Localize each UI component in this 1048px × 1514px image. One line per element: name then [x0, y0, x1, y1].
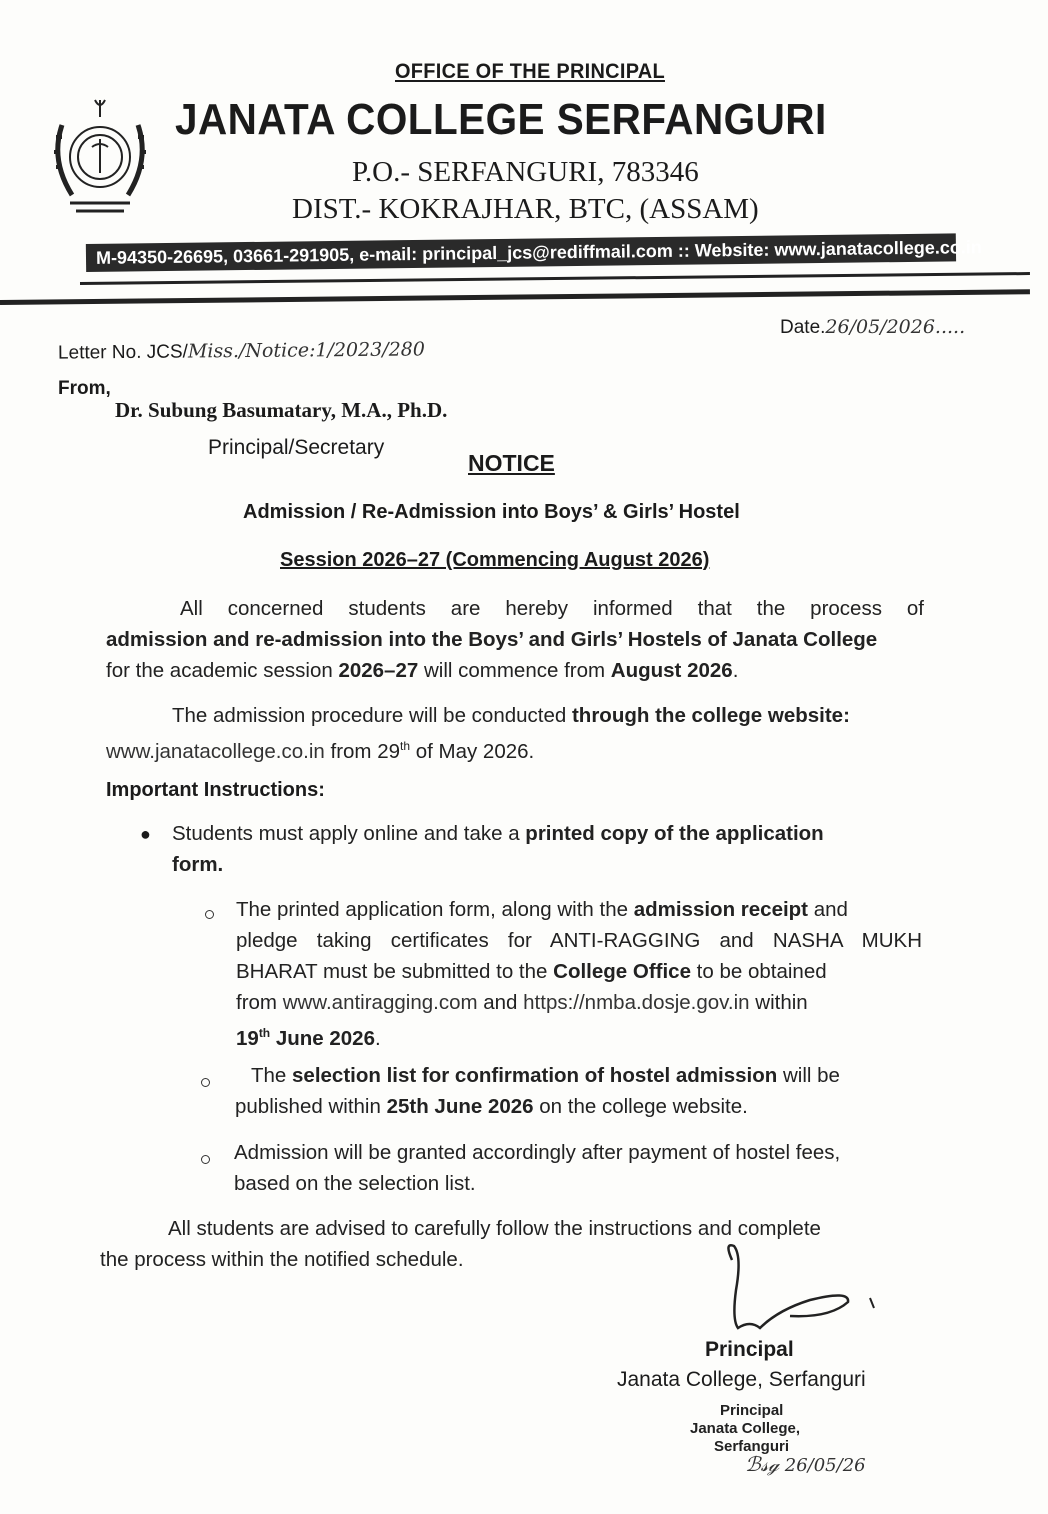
signature-org: Janata College, Serfanguri: [617, 1368, 866, 1391]
s3-line-1: Admission will be granted accordingly after payment of hostel fees,: [234, 1141, 841, 1164]
p1-month: August 2026: [610, 659, 733, 682]
college-name: JANATA COLLEGE SERFANGURI: [175, 95, 827, 144]
s1-line-1: [236, 894, 922, 925]
date-value: 26/05/2026.....: [825, 316, 966, 338]
initials: ℬ𝓈ℊ: [745, 1452, 780, 1476]
antiragging-link[interactable]: www.antiragging.com: [282, 991, 478, 1014]
s1-text-7: within: [749, 991, 808, 1014]
address-line-2: DIST.- KOKRAJHAR, BTC, (ASSAM): [292, 193, 759, 225]
letter-number-label: Letter No. JCS/: [57, 341, 188, 364]
p2-text: The admission procedure will be conducted: [172, 704, 572, 727]
p2-bold: through the college website:: [571, 704, 850, 727]
s2-text-4: on the college website.: [533, 1095, 748, 1118]
p1-period: .: [732, 659, 739, 682]
s1-text: The printed application form, along with the: [236, 898, 634, 921]
sub-bullet-circle: [201, 1078, 210, 1087]
sub-bullet-circle: [201, 1155, 210, 1164]
bullet-dot: ●: [140, 824, 151, 844]
p1-line-3: [106, 655, 924, 686]
s1-line-3: [236, 956, 922, 987]
closing-line-1: All students are advised to carefully follow the instructions and complete: [168, 1217, 821, 1240]
sub-bullet-2: [235, 1060, 925, 1122]
letter-number-value: Miss./Notice:1/2023/280: [187, 338, 426, 363]
signature-title: Principal: [705, 1338, 794, 1361]
s1-text-3: BHARAT must be submitted to the: [236, 960, 554, 983]
s1-text-5: from: [236, 991, 283, 1014]
b1-line-1: [172, 818, 932, 849]
paragraph-1: [106, 593, 924, 686]
p1-text: for the academic session: [106, 659, 339, 682]
p2-text-3: of May 2026.: [410, 739, 535, 763]
date-label: Date.: [780, 317, 826, 338]
s1-line-5: [236, 1018, 922, 1054]
s1-bold: admission receipt: [633, 898, 809, 921]
stamp-line-3: Serfanguri: [714, 1438, 790, 1455]
s2-text: The: [251, 1064, 293, 1087]
stamp-line-2: Janata College,: [690, 1420, 801, 1437]
s1-day: 19: [236, 1026, 259, 1050]
p1-line-2: admission and re-admission into the Boys’ and Girls’ Hostels of Janata College: [106, 628, 878, 651]
s2-text-2: will be: [777, 1064, 840, 1087]
letter-number: [58, 338, 425, 364]
closing-line-2: the process within the notified schedule.: [100, 1248, 464, 1271]
sub-bullet-1: [236, 894, 922, 1054]
s2-line-1: [235, 1060, 925, 1091]
notice-heading: NOTICE: [468, 450, 555, 476]
nmba-link[interactable]: https://nmba.dosje.gov.in: [523, 991, 750, 1014]
s1-text-4: to be obtained: [690, 960, 827, 983]
s1-text-6: and: [477, 991, 524, 1014]
bullet-1: [172, 818, 932, 880]
address-line-1: P.O.- SERFANGURI, 783346: [352, 156, 699, 188]
b1-bold: printed copy of the application: [525, 822, 824, 845]
sender-name: Dr. Subung Basumatary, M.A., Ph.D.: [115, 398, 448, 422]
letter-date: [780, 316, 965, 339]
notice-session: Session 2026–27 (Commencing August 2026): [280, 549, 710, 571]
college-seal-logo: [40, 95, 160, 230]
from-label: From,: [58, 378, 111, 399]
s2-bold: selection list for confirmation of hostel admission: [292, 1064, 778, 1087]
b1-text: Students must apply online and take a: [172, 822, 526, 845]
p1-line-1: All concerned students are hereby informed that the process of: [180, 597, 924, 620]
s2-line-2: [235, 1091, 925, 1122]
p2-sup: th: [400, 739, 411, 753]
s1-line-4: [236, 987, 922, 1018]
p2-text-2: from 29: [324, 739, 400, 763]
stamp-line-1: Principal: [720, 1402, 784, 1419]
s1-text-2: and: [808, 898, 848, 921]
s2-text-3: published within: [235, 1095, 387, 1118]
handwritten-signature: [720, 1240, 890, 1340]
paragraph-2: [106, 700, 924, 767]
s1-sup: th: [258, 1026, 271, 1040]
contact-bar: M-94350-26695, 03661-291905, e-mail: principal_jcs@rediffmail.com :: Website: www.janatacollege.co.in: [86, 233, 956, 272]
notice-subject: Admission / Re-Admission into Boys’ & Girls’ Hostel: [243, 501, 740, 523]
stamp-date-value: 26/05/26: [784, 1455, 866, 1476]
college-website-link[interactable]: www.janatacollege.co.in: [106, 739, 325, 763]
sender-designation: Principal/Secretary: [208, 436, 385, 459]
instructions-heading: Important Instructions:: [106, 779, 325, 801]
p1-session: 2026–27: [338, 659, 419, 682]
official-stamp: [690, 1402, 800, 1456]
b1-line-2: form.: [172, 853, 224, 876]
sub-bullet-circle: [205, 910, 214, 919]
s1-line-2: pledge taking certificates for ANTI-RAGGING and NASHA MUKH: [236, 929, 922, 952]
p2-line-1: [106, 700, 924, 731]
office-heading: OFFICE OF THE PRINCIPAL: [395, 60, 665, 83]
header-rule: [80, 272, 1030, 285]
s2-bold-2: 25th June 2026: [386, 1095, 534, 1118]
s1-month: June 2026: [270, 1026, 375, 1050]
p2-line-2: [106, 731, 924, 767]
stamp-date: [745, 1452, 866, 1476]
s1-bold-2: College Office: [553, 960, 691, 983]
p1-text-2: will commence from: [418, 659, 611, 682]
s1-period: .: [374, 1026, 381, 1050]
sub-bullet-3: [234, 1137, 934, 1199]
s3-line-2: based on the selection list.: [234, 1172, 476, 1195]
header-rule-thick: [0, 289, 1030, 305]
